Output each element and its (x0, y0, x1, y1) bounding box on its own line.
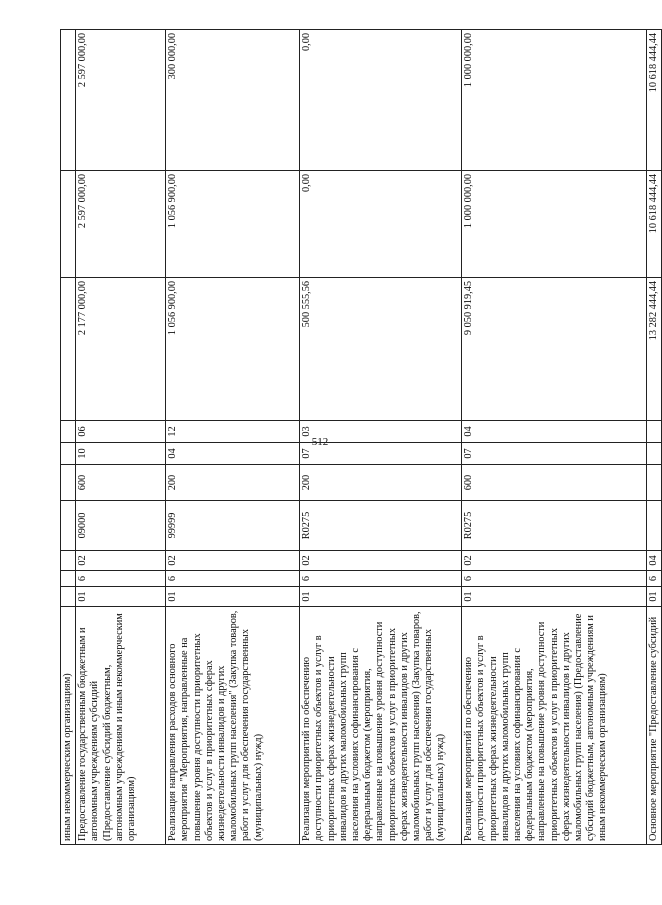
table-row (76, 30, 166, 845)
code-section-cell: 10 (76, 443, 166, 465)
code-section-cell (647, 443, 662, 465)
code-subsection-cell: 03 (300, 421, 462, 443)
code-expense-type-cell: 600 (462, 465, 647, 501)
row-name-cell: Предоставление государственным бюджетным и автономным учреждениям субсидий (Предоставление субсидий бюджетным, автономным учреждениям и иным некоммерческим организациям) (76, 607, 166, 845)
code-admin-cell: 01 (166, 587, 300, 607)
code-admin-cell: 01 (300, 587, 462, 607)
table-body (61, 30, 662, 845)
code-section-cell: 07 (462, 443, 647, 465)
code-direction-cell: 09000 (76, 501, 166, 551)
code-direction-cell: R0275 (300, 501, 462, 551)
code-section-cell (61, 443, 76, 465)
page-number: 512 (311, 436, 329, 448)
amount-year1-cell: 13 282 444,44 (647, 278, 662, 421)
amount-year3-cell: 300 000,00 (166, 30, 300, 171)
code-subprogram-cell: 02 (166, 551, 300, 571)
code-admin-cell: 01 (647, 587, 662, 607)
code-subsection-cell: 06 (76, 421, 166, 443)
amount-year2-cell: 1 056 900,00 (166, 171, 300, 278)
code-expense-type-cell: 200 (300, 465, 462, 501)
table-row (300, 30, 462, 845)
row-name-cell: Реализация направления расходов основного мероприятия "Мероприятия, направленные на повышение уровня доступности приоритетных объектов и услуг в приоритетных сферах жизнедеятельности инвалидов и других маломобильных групп населения" (Закупка товаров, работ и услуг для обеспечения государственных (муниципальных) нужд) (166, 607, 300, 845)
amount-year1-cell: 9 050 919,45 (462, 278, 647, 421)
table-row (61, 30, 76, 845)
code-direction-cell (647, 501, 662, 551)
code-expense-type-cell: 600 (76, 465, 166, 501)
code-subprogram-cell: 02 (462, 551, 647, 571)
budget-table (60, 29, 662, 845)
amount-year3-cell: 0,00 (300, 30, 462, 171)
code-program-cell (61, 571, 76, 587)
rotated-table-container (60, 30, 660, 845)
amount-year3-cell (61, 30, 76, 171)
table-row (647, 30, 662, 845)
amount-year3-cell: 10 618 444,44 (647, 30, 662, 171)
amount-year1-cell (61, 278, 76, 421)
amount-year2-cell (61, 171, 76, 278)
code-subprogram-cell: 04 (647, 551, 662, 571)
amount-year2-cell: 1 000 000,00 (462, 171, 647, 278)
amount-year2-cell: 0,00 (300, 171, 462, 278)
amount-year1-cell: 2 177 000,00 (76, 278, 166, 421)
code-subsection-cell: 04 (462, 421, 647, 443)
code-direction-cell: R0275 (462, 501, 647, 551)
code-subprogram-cell: 02 (76, 551, 166, 571)
amount-year2-cell: 10 618 444,44 (647, 171, 662, 278)
table-row (166, 30, 300, 845)
code-subprogram-cell (61, 551, 76, 571)
code-subsection-cell (647, 421, 662, 443)
code-section-cell: 07 (300, 443, 462, 465)
code-direction-cell (61, 501, 76, 551)
code-program-cell: 6 (300, 571, 462, 587)
code-expense-type-cell (61, 465, 76, 501)
code-expense-type-cell: 200 (166, 465, 300, 501)
code-expense-type-cell (647, 465, 662, 501)
amount-year2-cell: 2 597 000,00 (76, 171, 166, 278)
amount-year1-cell: 1 056 900,00 (166, 278, 300, 421)
code-admin-cell: 01 (462, 587, 647, 607)
code-admin-cell (61, 587, 76, 607)
row-name-cell: Реализация мероприятий по обеспечению доступности приоритетных объектов и услуг в приоритетных сферах жизнедеятельности инвалидов и других маломобильных групп населения на условиях софинансирования с федеральным бюджетом (мероприятия, направленные на повышение уровня доступности приоритетных объектов и услуг в приоритетных сферах жизнедеятельности инвалидов и других маломобильных групп населения) (Закупка товаров, работ и услуг для обеспечения государственных (муниципальных) нужд) (300, 607, 462, 845)
code-subsection-cell: 12 (166, 421, 300, 443)
code-program-cell: 6 (462, 571, 647, 587)
amount-year3-cell: 1 000 000,00 (462, 30, 647, 171)
row-name-cell: Основное мероприятие "Предоставление субсидий (647, 607, 662, 845)
code-section-cell: 04 (166, 443, 300, 465)
code-program-cell: 6 (166, 571, 300, 587)
row-name-cell: Реализация мероприятий по обеспечению доступности приоритетных объектов и услуг в приоритетных сферах жизнедеятельности инвалидов и других маломобильных групп населения на условиях софинансирования с федеральным бюджетом (мероприятия, направленные на повышение уровня доступности приоритетных объектов и услуг в приоритетных сферах жизнедеятельности инвалидов и других маломобильных групп населения) (Предоставление субсидий бюджетным, автономным учреждениям и иным некоммерческим организациям) (462, 607, 647, 845)
code-program-cell: 6 (76, 571, 166, 587)
table-row (462, 30, 647, 845)
code-direction-cell: 99999 (166, 501, 300, 551)
code-subprogram-cell: 02 (300, 551, 462, 571)
amount-year3-cell: 2 597 000,00 (76, 30, 166, 171)
budget-table-area (60, 30, 660, 845)
code-admin-cell: 01 (76, 587, 166, 607)
row-name-cell: иным некоммерческим организациям) (61, 607, 76, 845)
code-program-cell: 6 (647, 571, 662, 587)
code-subsection-cell (61, 421, 76, 443)
amount-year1-cell: 500 555,56 (300, 278, 462, 421)
